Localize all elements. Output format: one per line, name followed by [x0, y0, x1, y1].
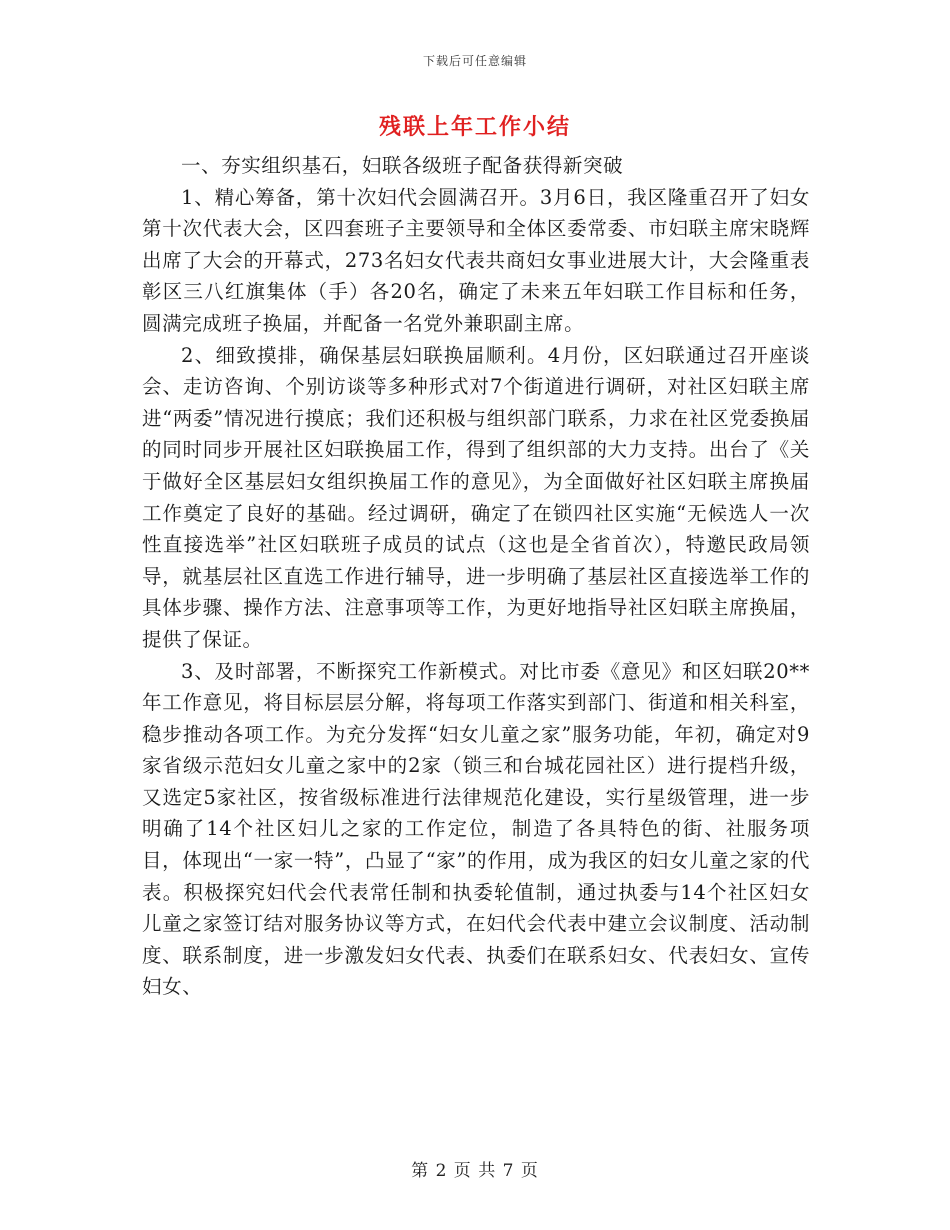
page-number: 第 2 页 共 7 页: [411, 1161, 539, 1181]
header-note: 下载后可任意编辑: [422, 54, 527, 68]
document-title: 残联上年工作小结: [378, 114, 571, 140]
paragraph: 1、精心筹备，第十次妇代会圆满召开。3月6日，我区隆重召开了妇女第十次代表大会，区四套班子主要领导和全体区委常委、市妇联主席宋晓辉出席了大会的开幕式，273名妇女代表共商妇女事业进展大计，大会隆重表彰区三八红旗集体（手）各20名，确定了未来五年妇联工作目标和任务，圆满完成班子换届，并配备一名党外兼职副主席。: [142, 185, 810, 335]
section-heading: 一、夯实组织基石，妇联各级班子配备获得新突破: [181, 154, 624, 177]
paragraph: 3、及时部署，不断探究工作新模式。对比市委《意见》和区妇联20**年工作意见，将目标层层分解，将每项工作落实到部门、街道和相关科室，稳步推动各项工作。为充分发挥“妇女儿童之家”服务功能，年初，确定对9家省级示范妇女儿童之家中的2家（锁三和台城花园社区）进行提档升级，又选定5家社区，按省级标准进行法律规范化建设，实行星级管理，进一步明确了14个社区妇儿之家的工作定位，制造了各具特色的街、社服务项目，体现出“一家一特”，凸显了“家”的作用，成为我区的妇女儿童之家的代表。积极探究妇代会代表常任制和执委轮值制，通过执委与14个社区妇女儿童之家签订结对服务协议等方式，在妇代会代表中建立会议制度、活动制度、联系制度，进一步激发妇女代表、执委们在联系妇女、代表妇女、宣传妇女、: [142, 659, 810, 999]
paragraph: 2、细致摸排，确保基层妇联换届顺利。4月份，区妇联通过召开座谈会、走访咨询、个别访谈等多种形式对7个街道进行调研，对社区妇联主席进“两委”情况进行摸底；我们还积极与组织部门联系，力求在社区党委换届的同时同步开展社区妇联换届工作，得到了组织部的大力支持。出台了《关于做好全区基层妇女组织换届工作的意见》，为全面做好社区妇联主席换届工作奠定了良好的基础。经过调研，确定了在锁四社区实施“无候选人一次性直接选举”社区妇联班子成员的试点（这也是全省首次），特邀民政局领导，就基层社区直选工作进行辅导，进一步明确了基层社区直接选举工作的具体步骤、操作方法、注意事项等工作，为更好地指导社区妇联主席换届，提供了保证。: [142, 343, 810, 651]
document-body: [142, 150, 810, 1003]
